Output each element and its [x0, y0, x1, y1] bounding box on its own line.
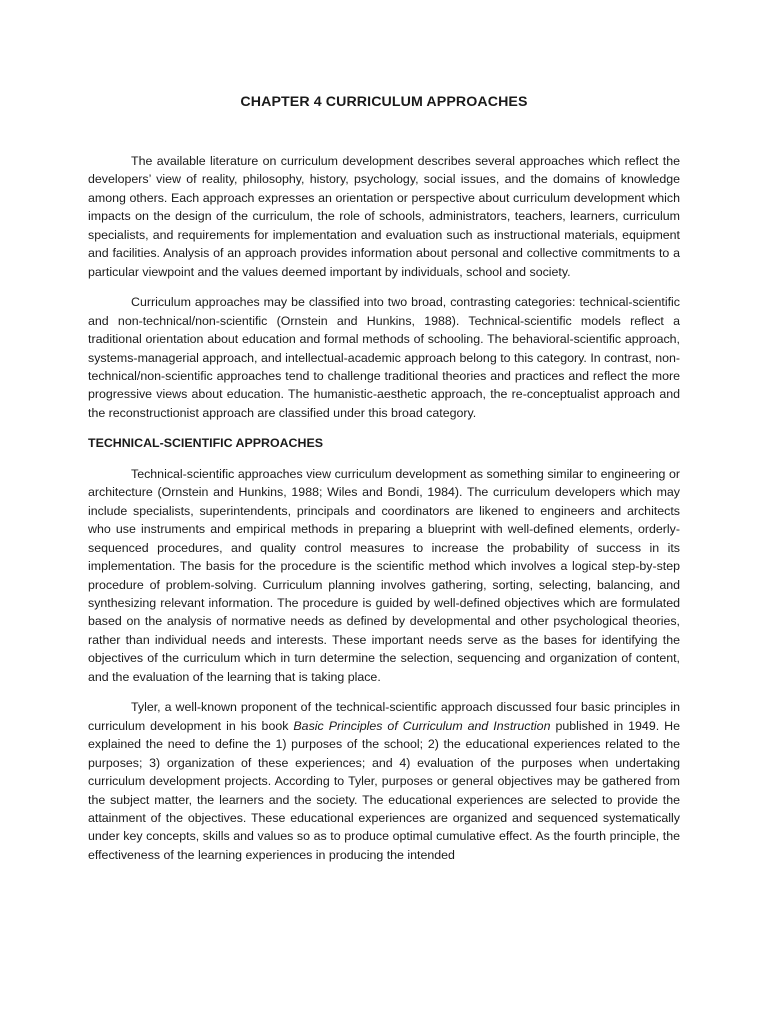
paragraph-technical-scientific: Technical-scientific approaches view curriculum development as something similar to engineering or architecture (Ornstein and Hunkins, 1988; Wiles and Bondi, 1984). The curriculum developers which may include specialists, superintendents, principals and coordinators are likened to engineers and architects who use instruments and empirical methods in preparing a blueprint with well-defined elements, orderly-sequenced procedures, and quality control measures to increase the probability of success in its implementation. The basis for the procedure is the scientific method which involves a logical step-by-step procedure of problem-solving. Curriculum planning involves gathering, sorting, selecting, balancing, and synthesizing relevant information. The procedure is guided by well-defined objectives which are formulated based on the analysis of normative needs as defined by developmental and other psychological theories, rather than individual needs and interests. These important needs serve as the bases for identifying the objectives of the curriculum which in turn determine the selection, sequencing and organization of content, and the evaluation of the learning that is taking place. [88, 466, 680, 684]
paragraph-classification: Curriculum approaches may be classified into two broad, contrasting categories: technical-scientific and non-technical/non-scientific (Ornstein and Hunkins, 1988). Technical-scientific models reflect a traditional orientation about education and formal methods of schooling. The behavioral-scientific approach, systems-managerial approach, and intellectual-academic approach belong to this category. In contrast, non-technical/non-scientific approaches tend to challenge traditional theories and practices and reflect the more progressive views about education. The humanistic-aesthetic approach, the re-conceptualist approach and the reconstructionist approach are classified under this broad category. [88, 295, 680, 420]
section-heading: TECHNICAL-SCIENTIFIC APPROACHES [88, 436, 323, 451]
paragraph-tyler-text-2: published in 1949. He explained the need to define the 1) purposes of the school; 2) the educational experiences related to the purposes; 3) organization of these experiences; and 4) evaluation of the purposes when undertaking curriculum development projects. According to Tyler, purposes or general objectives may be gathered from the subject matter, the learners and the society. The educational experiences are selected to provide the attainment of the objectives. These educational experiences are organized and sequenced systematically under key concepts, skills and values so as to produce optimal cumulative effect. As the fourth principle, the effectiveness of the learning experiences in producing the intended [88, 718, 680, 862]
paragraph-tyler-text-1: Tyler, a well-known proponent of the technical-scientific approach discussed four basic principles in curriculum development in his book [88, 700, 680, 733]
paragraph-tyler [88, 698, 680, 864]
paragraph-intro: The available literature on curriculum development describes several approaches which reflect the developers’ view of reality, philosophy, history, psychology, social issues, and the domains of knowledge among others. Each approach expresses an orientation or perspective about curriculum development which impacts on the design of the curriculum, the role of schools, administrators, teachers, learners, curriculum specialists, and requirements for implementation and evaluation such as instructional materials, equipment and facilities. Analysis of an approach provides information about personal and collective commitments to a particular viewpoint and the values deemed important by individuals, school and society. [88, 154, 680, 279]
book-title: Basic Principles of Curriculum and Instruction [293, 718, 551, 733]
document-page [88, 92, 680, 876]
chapter-title: CHAPTER 4 CURRICULUM APPROACHES [240, 94, 528, 110]
